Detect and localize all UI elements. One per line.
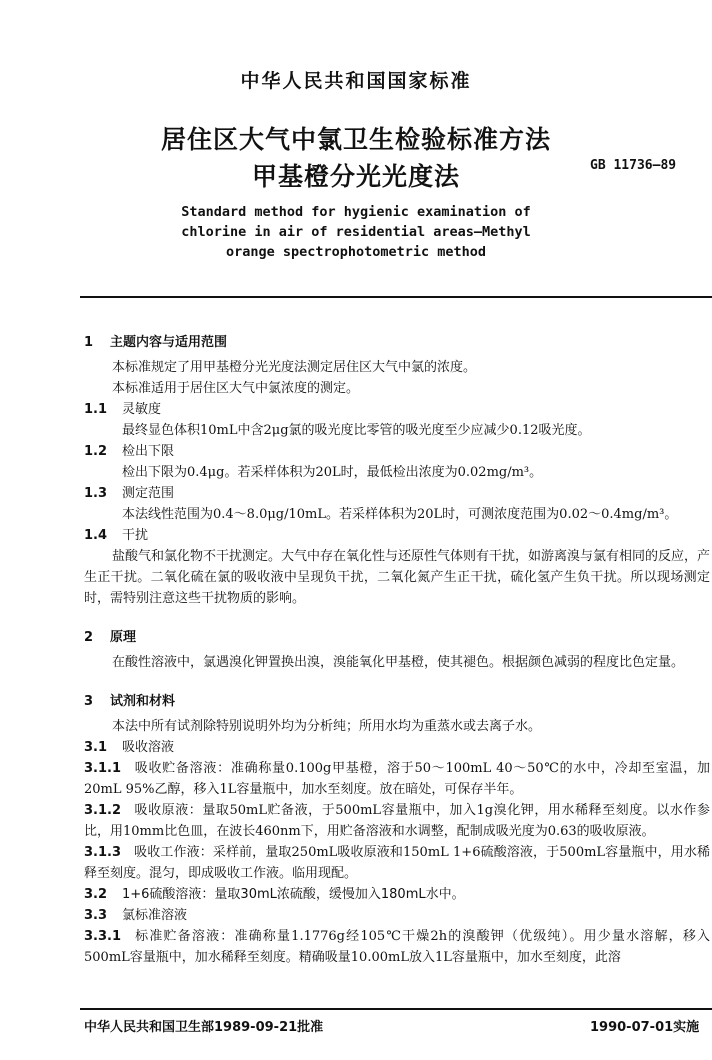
section-heading xyxy=(84,332,710,353)
paragraph: 最终显色体积10mL中含2μg氯的吸光度比零管的吸光度至少应减少0.12吸光度。 xyxy=(122,423,591,438)
numbered-paragraph xyxy=(84,926,710,968)
clause-number: 3.3.1 xyxy=(84,929,122,944)
paragraph: 本法线性范围为0.4～8.0μg/10mL。若采样体积为20L时，可测浓度范围为0.02～0.4mg/m³。 xyxy=(122,507,678,522)
subsection-number: 3.1 xyxy=(84,740,108,755)
clause-number: 3.1.2 xyxy=(84,803,122,818)
paragraph: 检出下限为0.4μg。若采样体积为20L时，最低检出浓度为0.02mg/m³。 xyxy=(122,465,543,480)
subsection-title: 干扰 xyxy=(122,528,149,543)
subsection-heading xyxy=(84,884,710,905)
subsection-heading xyxy=(84,441,710,462)
subsection-number: 1.4 xyxy=(84,528,108,543)
section-number: 2 xyxy=(84,630,94,645)
subsection-number: 1.2 xyxy=(84,444,108,459)
subsection-heading xyxy=(84,525,710,546)
paragraph: 在酸性溶液中，氯遇溴化钾置换出溴，溴能氧化甲基橙，使其褪色。根据颜色减弱的程度比色定量。 xyxy=(112,655,685,670)
section-heading xyxy=(84,691,710,712)
subsection-heading xyxy=(84,737,710,758)
paragraph: 本标准规定了用甲基橙分光光度法测定居住区大气中氯的浓度。 xyxy=(112,360,477,375)
numbered-paragraph xyxy=(84,800,710,842)
footer-divider xyxy=(80,1008,712,1010)
english-title-line3: orange spectrophotometric method xyxy=(225,244,487,260)
subsection-number: 1.3 xyxy=(84,486,108,501)
paragraph: 本法中所有试剂除特别说明外均为分析纯；所用水均为重蒸水或去离子水。 xyxy=(112,719,542,734)
subsection-heading xyxy=(84,905,710,926)
standard-title-line1: 居住区大气中氯卫生检验标准方法 xyxy=(160,125,551,154)
clause-text: 吸收贮备溶液：准确称量0.100g甲基橙，溶于50～100mL 40～50℃的水中，冷却至室温，加20mL 95%乙醇，移入1L容量瓶中，加水至刻度。放在暗处，可保存半年。 xyxy=(84,761,710,797)
section-title: 原理 xyxy=(110,630,137,645)
standard-code: GB 11736—89 xyxy=(590,158,677,173)
standard-title-line2: 甲基橙分光光度法 xyxy=(251,162,460,191)
subsection-number: 1.1 xyxy=(84,402,108,417)
subsection-title: 吸收溶液 xyxy=(122,740,175,755)
clause-text: 吸收原液：量取50mL贮备液，于500mL容量瓶中，加入1g溴化钾，用水稀释至刻度。以水作参比，用10mm比色皿，在波长460nm下，用贮备溶液和水调整，配制成吸光度为0.63的吸收原液。 xyxy=(84,803,710,839)
clause-text: 吸收工作液：采样前，量取250mL吸收原液和150mL 1+6硫酸溶液，于500mL容量瓶中，用水稀释至刻度。混匀，即成吸收工作液。临用现配。 xyxy=(84,845,710,881)
english-title-line2: chlorine in air of residential areas—Methyl xyxy=(181,224,531,240)
numbered-paragraph xyxy=(84,842,710,884)
subsection-title: 灵敏度 xyxy=(122,402,162,417)
section-title: 试剂和材料 xyxy=(110,694,176,709)
paragraph: 盐酸气和氯化物不干扰测定。大气中存在氧化性与还原性气体则有干扰，如游离溴与氯有相同的反应，产生正干扰。二氧化硫在氯的吸收液中呈现负干扰，二氧化氮产生正干扰，硫化氢产生负干扰。所以现场测定时，需特别注意这些干扰物质的影响。 xyxy=(84,549,711,606)
clause-number: 3.1.1 xyxy=(84,761,122,776)
approval-note: 中华人民共和国卫生部1989-09-21批准 xyxy=(84,1020,324,1035)
issuing-authority: 中华人民共和国国家标准 xyxy=(240,70,472,92)
subsection-heading xyxy=(84,483,710,504)
clause-text: 标准贮备溶液：准确称量1.1776g经105℃干燥2h的溴酸钾（优级纯）。用少量水溶解，移入500mL容量瓶中，加水稀释至刻度。精确吸量10.00mL放入1L容量瓶中，加水至刻度，此溶 xyxy=(84,929,710,965)
subsection-number: 3.3 xyxy=(84,908,108,923)
section-number: 1 xyxy=(84,335,94,350)
paragraph: 本标准适用于居住区大气中氯浓度的测定。 xyxy=(112,381,360,396)
subsection-heading xyxy=(84,399,710,420)
clause-number: 3.1.3 xyxy=(84,845,122,860)
section-heading xyxy=(84,627,710,648)
section-number: 3 xyxy=(84,694,94,709)
header-divider xyxy=(80,296,712,298)
subsection-title: 检出下限 xyxy=(122,444,175,459)
subsection-text: 1+6硫酸溶液：量取30mL浓硫酸，缓慢加入180mL水中。 xyxy=(122,887,465,902)
effective-date: 1990-07-01实施 xyxy=(590,1020,700,1035)
numbered-paragraph xyxy=(84,758,710,800)
subsection-number: 3.2 xyxy=(84,887,108,902)
subsection-title: 氯标准溶液 xyxy=(122,908,188,923)
section-title: 主题内容与适用范围 xyxy=(110,335,228,350)
document-body xyxy=(84,324,710,968)
subsection-title: 测定范围 xyxy=(122,486,175,501)
english-title-line1: Standard method for hygienic examination of xyxy=(181,204,531,220)
